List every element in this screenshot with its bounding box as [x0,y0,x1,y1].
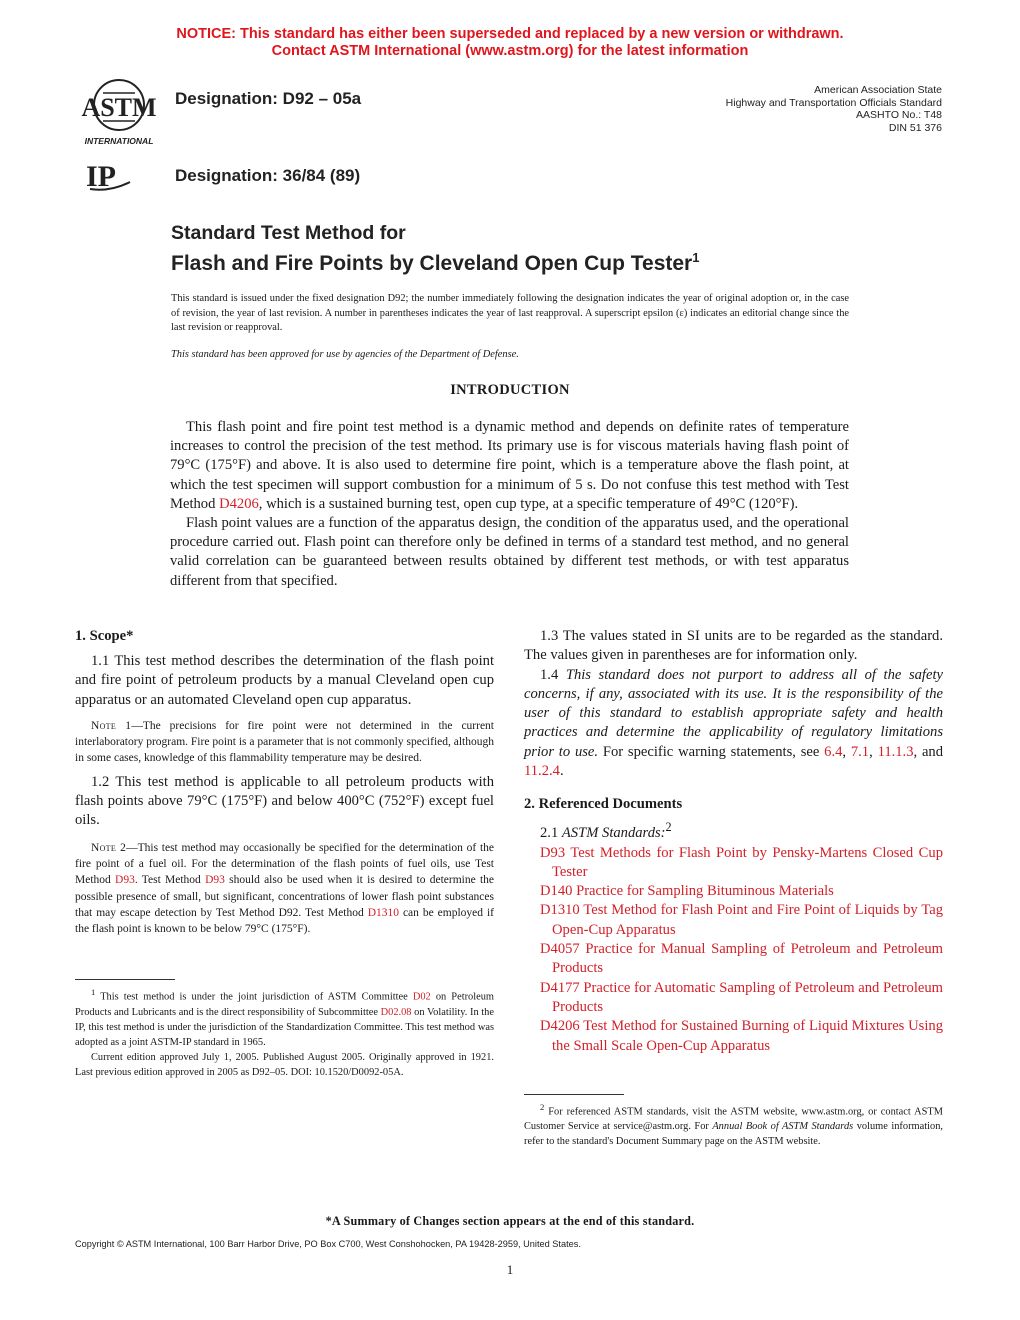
link-d93[interactable]: D93 [115,874,135,887]
section-1-3: 1.3 The values stated in SI units are to be regarded as the standard. The values given in parentheses are for information only. [524,628,943,664]
link-6-4[interactable]: 6.4 [824,743,843,760]
title-line-2: Flash and Fire Points by Cleveland Open Cup Tester$^1$ [171,250,700,275]
title-line-1: Standard Test Method for [171,222,406,244]
reference-item[interactable]: D93 Test Methods for Flash Point by Pensky-Martens Closed Cup Tester [540,844,943,880]
introduction-heading: INTRODUCTION [450,382,570,398]
notice-line-2: Contact ASTM International (www.astm.org) for the latest information [271,43,749,59]
scope-heading: 1. Scope* [75,628,134,644]
link-d93[interactable]: D93 [205,874,225,887]
svg-text:ASTM: ASTM [81,93,157,122]
section-1-1: 1.1 This test method describes the determination of the flash point and fire point of petroleum products by a manual Cleveland open cup apparatus or an automated Cleveland open cup apparatus. [75,653,494,708]
astm-designation: Designation: D92 – 05a [175,89,362,108]
aashto-block [726,84,942,134]
link-11-2-4[interactable]: 11.2.4 [524,763,560,780]
footnote-1 [75,985,494,1079]
page-number: 1 [506,1262,514,1277]
svg-text:INTERNATIONAL: INTERNATIONAL [84,136,154,146]
footnote-2 [524,1100,943,1149]
aashto-line: AASHTO No.: T48 [856,109,942,121]
footnote-ref-1[interactable]: 1 [692,250,700,265]
section-1-2: 1.2 This test method is applicable to all petroleum products with flash points above 79°C (175°F) and below 400°C (752°F) except fuel oils. [75,773,494,829]
aashto-line: Highway and Transportation Officials Standard [725,96,942,109]
svg-text:IP: IP [86,160,116,192]
note-2: Note 2—This test method may occasionally be specified for the determination of the fire point of a fuel oil. For the determination of the flash points of fuel oils, use Test Method D93. Test Method D93 should also be used when it is desired to determine the possible presence of small, but significant, concentrations of lower flash point substances that may escape detection by Test Method D92. Test Method D1310 can be employed if the flash point is known to be below 79°C (175°F). [75,841,495,936]
ip-logo [84,160,134,192]
document-title [171,221,699,277]
section-1-4: 1.4 This standard does not purport to address all of the safety concerns, if any, associated with its use. It is the responsibility of the user of this standard to establish appropriate safety and health practices and determine the applicability of regulatory limitations prior to use. For specific warning statements, see 6.4, 7.1, 11.1.3, and 11.2.4. [524,666,944,780]
approved-note: This standard has been approved for use by agencies of the Department of Defense. [171,349,519,360]
link-d02-08[interactable]: D02.08 [380,1006,412,1018]
summary-of-changes-note: *A Summary of Changes section appears at the end of this standard. [325,1214,695,1228]
reference-item[interactable]: D4057 Practice for Manual Sampling of Petroleum and Petroleum Products [540,941,943,977]
section-2-1: 2.1 ASTM Standards:$^2$ [540,820,672,842]
notice-line-1: NOTICE: This standard has either been superseded and replaced by a new version or withdrawn. [176,26,844,42]
aashto-line: American Association State [814,84,942,96]
footnote-2-paragraph: $^2$ For referenced ASTM standards, visit the ASTM website, www.astm.org, or contact ASTM Customer Service at service@astm.org. For Annual Book of ASTM Standards volume information, refer to the standard's Document Summary page on the ASTM website. [524,1101,943,1148]
ip-designation: Designation: 36/84 (89) [175,166,361,185]
reference-item[interactable]: D4206 Test Method for Sustained Burning of Liquid Mixtures Using the Small Scale Open-Cup Apparatus [540,1018,943,1054]
aashto-line: DIN 51 376 [888,121,942,134]
link-11-1-3[interactable]: 11.1.3 [877,743,914,760]
footnote-divider [524,1094,624,1095]
reference-item[interactable]: D1310 Test Method for Flash Point and Fire Point of Liquids by Tag Open-Cup Apparatus [540,902,943,938]
left-column [75,627,494,1080]
footnote-divider [75,979,175,980]
footnote-ref-2[interactable]: 2 [665,820,672,835]
intro-paragraph-2: Flash point values are a function of the apparatus design, the condition of the apparatus used, and the operational procedure carried out. Flash point can therefore only be defined in terms of a standard test method, and no general valid correlation can be guaranteed between results obtained by different test methods, or with test apparatus different from that specified. [170,515,849,589]
footnote-1-paragraph: $^1$ This test method is under the joint jurisdiction of ASTM Committee D02 on Petroleum Products and Lubricants and is the direct responsibility of Subcommittee D02.08 on Volatility. In the IP, this test method is under the jurisdiction of the Standardization Committee. This test method was adopted as a joint ASTM-IP standard in 1965. [75,987,495,1048]
referenced-documents-heading: 2. Referenced Documents [524,796,683,813]
introduction-body [170,418,849,591]
intro-paragraph-1: This flash point and fire point test method is a dynamic method and depends on definite rates of temperature increases to control the precision of the test method. Its primary use is for viscous materials having flash point of 79°C (175°F) and above. It is also used to determine fire point, which is a temperature above the flash point, at which the test specimen will support combustion for a minimum of 5 s. Do not confuse this test method with Test Method D4206, which is a sustained burning test, open cup type, at a specific temperature of 49°C (120°F). [170,419,849,512]
referenced-documents-list [524,818,943,1055]
issued-note: This standard is issued under the fixed designation D92; the number immediately following the designation indicates the year of original adoption or, in the case of revision, the year of last revision. A number in parentheses indicates the year of last reapproval. A superscript epsilon (ε) indicates an editorial change since the last revision or reapproval. [171,293,849,334]
reference-item[interactable]: D4177 Practice for Automatic Sampling of Petroleum and Petroleum Products [540,979,943,1015]
link-d4206[interactable]: D4206 [219,495,259,512]
link-d1310[interactable]: D1310 [367,906,399,919]
reference-item[interactable]: D140 Practice for Sampling Bituminous Materials [540,883,834,900]
link-7-1[interactable]: 7.1 [850,743,870,760]
right-column [524,627,943,1149]
link-d02[interactable]: D02 [412,991,431,1003]
astm-logo [78,78,160,148]
withdrawal-notice [0,26,1020,60]
copyright-line: Copyright © ASTM International, 100 Barr Harbor Drive, PO Box C700, West Conshohocken, PA 19428-2959, United States. [75,1239,581,1249]
note-1: Note 1—The precisions for fire point were not determined in the current interlaboratory program. Fire point is a parameter that is not commonly specified, although in some cases, knowledge of this flammability temperature may be desired. [75,719,495,765]
footnote-1-edition: Current edition approved July 1, 2005. Published August 2005. Originally approved in 1921. Last previous edition approved in 2005 as D92–05. DOI: 10.1520/D0092-05A. [75,1051,494,1078]
